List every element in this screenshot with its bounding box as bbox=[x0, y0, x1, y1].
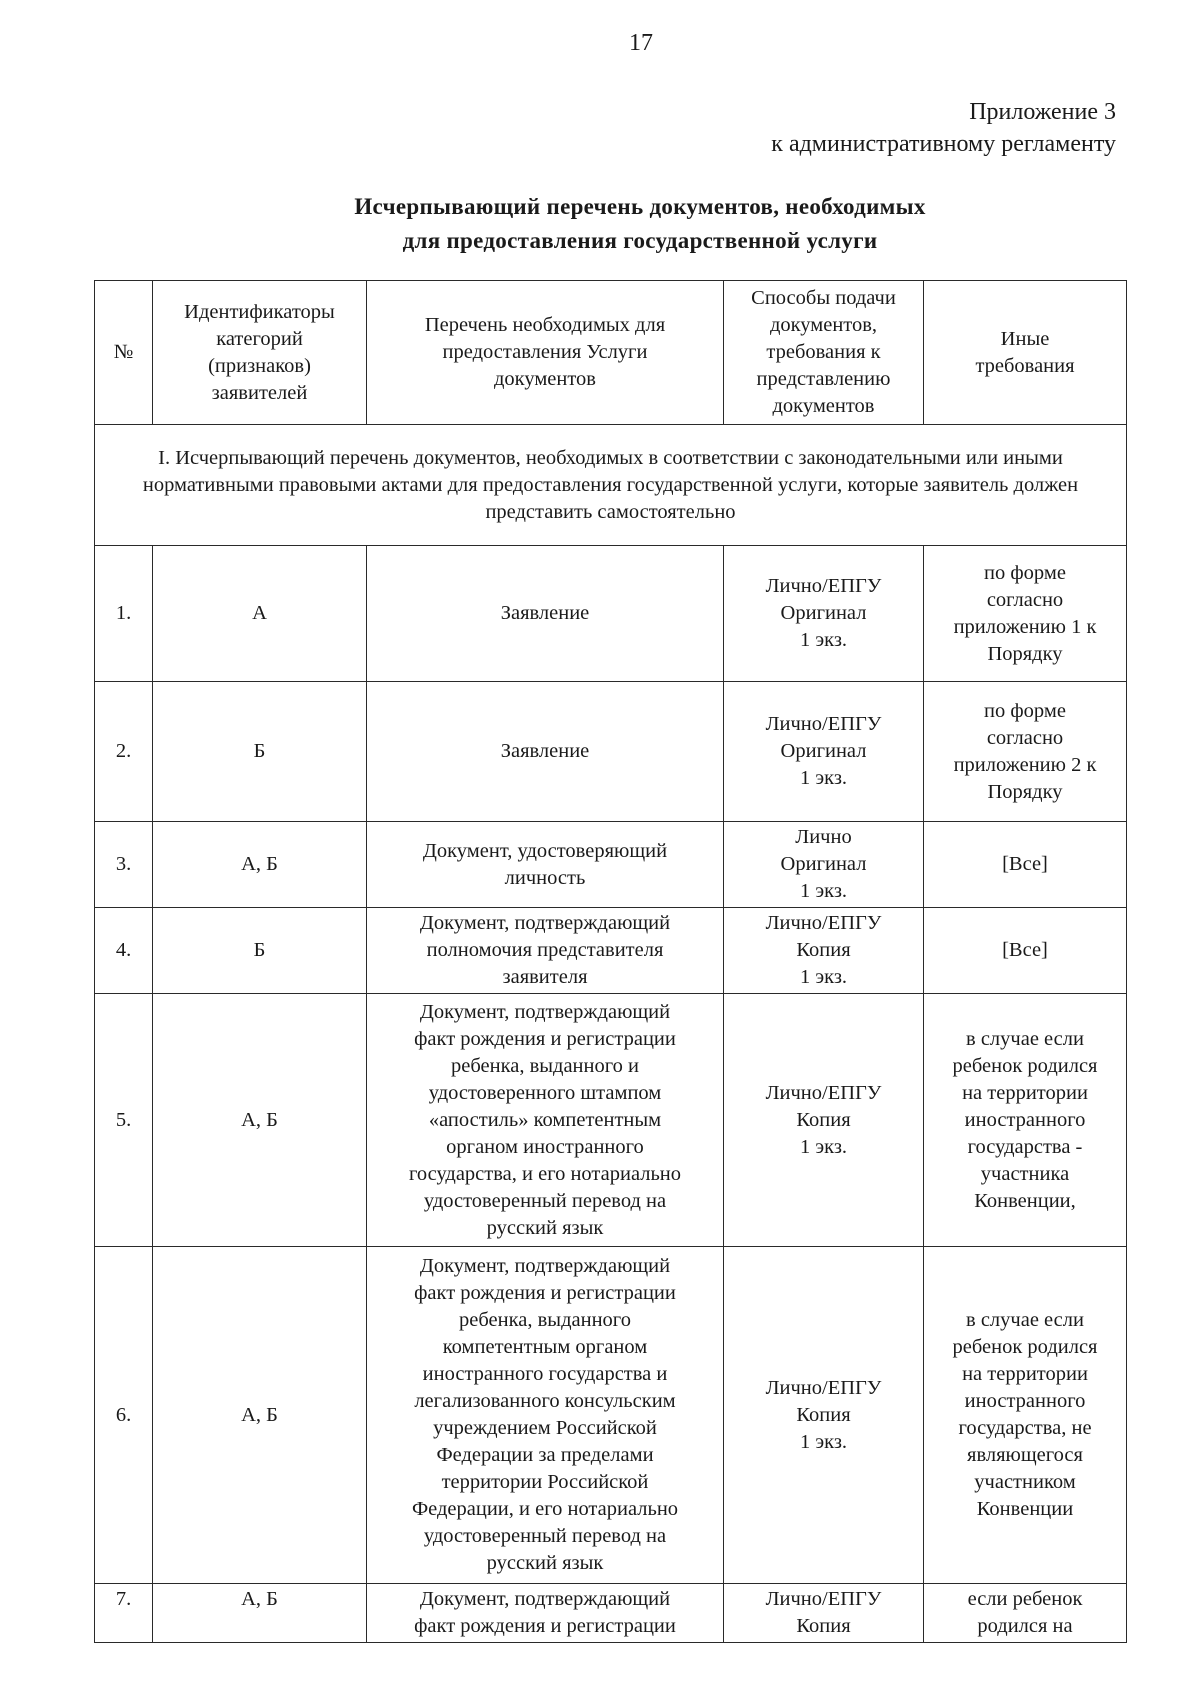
row-number: 1. bbox=[95, 546, 153, 682]
row-category: А, Б bbox=[153, 1584, 367, 1643]
row-submission: Лично Оригинал 1 экз. bbox=[724, 822, 924, 908]
page-number: 17 bbox=[629, 30, 653, 56]
documents-table bbox=[94, 280, 1127, 1643]
table-row bbox=[95, 822, 1127, 908]
header-categories: Идентификаторы категорий (признаков) заявителей bbox=[153, 281, 367, 425]
document-title-line-1: Исчерпывающий перечень документов, необходимых bbox=[354, 194, 926, 219]
section-row bbox=[95, 425, 1127, 546]
row-other: в случае если ребенок родился на территории иностранного государства, не являющегося участником Конвенции bbox=[924, 1247, 1127, 1584]
row-other: по форме согласно приложению 2 к Порядку bbox=[924, 682, 1127, 822]
row-number: 3. bbox=[95, 822, 153, 908]
document-title bbox=[160, 190, 1120, 258]
row-submission: Лично/ЕПГУ Копия 1 экз. bbox=[724, 994, 924, 1247]
table-header-row bbox=[95, 281, 1127, 425]
row-document: Документ, подтверждающий факт рождения и регистрации bbox=[367, 1584, 724, 1643]
row-number: 6. bbox=[95, 1247, 153, 1584]
row-submission: Лично/ЕПГУ Оригинал 1 экз. bbox=[724, 682, 924, 822]
header-submission: Способы подачи документов, требования к представлению документов bbox=[724, 281, 924, 425]
appendix-caption bbox=[771, 96, 1116, 160]
row-other: если ребенок родился на bbox=[924, 1584, 1127, 1643]
row-document: Документ, подтверждающий факт рождения и регистрации ребенка, выданного и удостоверенного штампом «апостиль» компетентным органом иностранного государства, и его нотариально удостоверенный перевод на русский язык bbox=[367, 994, 724, 1247]
row-category: Б bbox=[153, 908, 367, 994]
row-document: Документ, подтверждающий факт рождения и регистрации ребенка, выданного компетентным органом иностранного государства и легализованного консульским учреждением Российской Федерации за пределами территории Российской Федерации, и его нотариально удостоверенный перевод на русский язык bbox=[367, 1247, 724, 1584]
row-category: А, Б bbox=[153, 822, 367, 908]
row-submission: Лично/ЕПГУ Копия bbox=[724, 1584, 924, 1643]
row-number: 2. bbox=[95, 682, 153, 822]
appendix-line-1: Приложение 3 bbox=[969, 99, 1116, 125]
header-other: Иные требования bbox=[924, 281, 1127, 425]
row-document: Документ, удостоверяющий личность bbox=[367, 822, 724, 908]
table-row bbox=[95, 546, 1127, 682]
row-submission: Лично/ЕПГУ Копия 1 экз. bbox=[724, 908, 924, 994]
header-documents: Перечень необходимых для предоставления Услуги документов bbox=[367, 281, 724, 425]
row-document: Документ, подтверждающий полномочия представителя заявителя bbox=[367, 908, 724, 994]
row-number: 7. bbox=[95, 1584, 153, 1643]
row-other: в случае если ребенок родился на территории иностранного государства - участника Конвенции, bbox=[924, 994, 1127, 1247]
row-number: 4. bbox=[95, 908, 153, 994]
row-category: А, Б bbox=[153, 1247, 367, 1584]
table-row bbox=[95, 682, 1127, 822]
table-row bbox=[95, 1584, 1127, 1643]
row-other: по форме согласно приложению 1 к Порядку bbox=[924, 546, 1127, 682]
header-number: № bbox=[95, 281, 153, 425]
row-category: А, Б bbox=[153, 994, 367, 1247]
row-number: 5. bbox=[95, 994, 153, 1247]
row-document: Заявление bbox=[367, 546, 724, 682]
row-submission: Лично/ЕПГУ Копия 1 экз. bbox=[724, 1247, 924, 1584]
appendix-line-2: к административному регламенту bbox=[771, 131, 1116, 157]
row-category: Б bbox=[153, 682, 367, 822]
row-submission: Лично/ЕПГУ Оригинал 1 экз. bbox=[724, 546, 924, 682]
row-other: [Все] bbox=[924, 908, 1127, 994]
section-heading: I. Исчерпывающий перечень документов, необходимых в соответствии с законодательными или иными нормативными правовыми актами для предоставления государственной услуги, которые заявитель должен представить самостоятельно bbox=[95, 425, 1127, 546]
document-title-line-2: для предоставления государственной услуги bbox=[402, 228, 878, 253]
row-document: Заявление bbox=[367, 682, 724, 822]
table-row bbox=[95, 908, 1127, 994]
row-other: [Все] bbox=[924, 822, 1127, 908]
table-row bbox=[95, 1247, 1127, 1584]
row-category: А bbox=[153, 546, 367, 682]
table-row bbox=[95, 994, 1127, 1247]
